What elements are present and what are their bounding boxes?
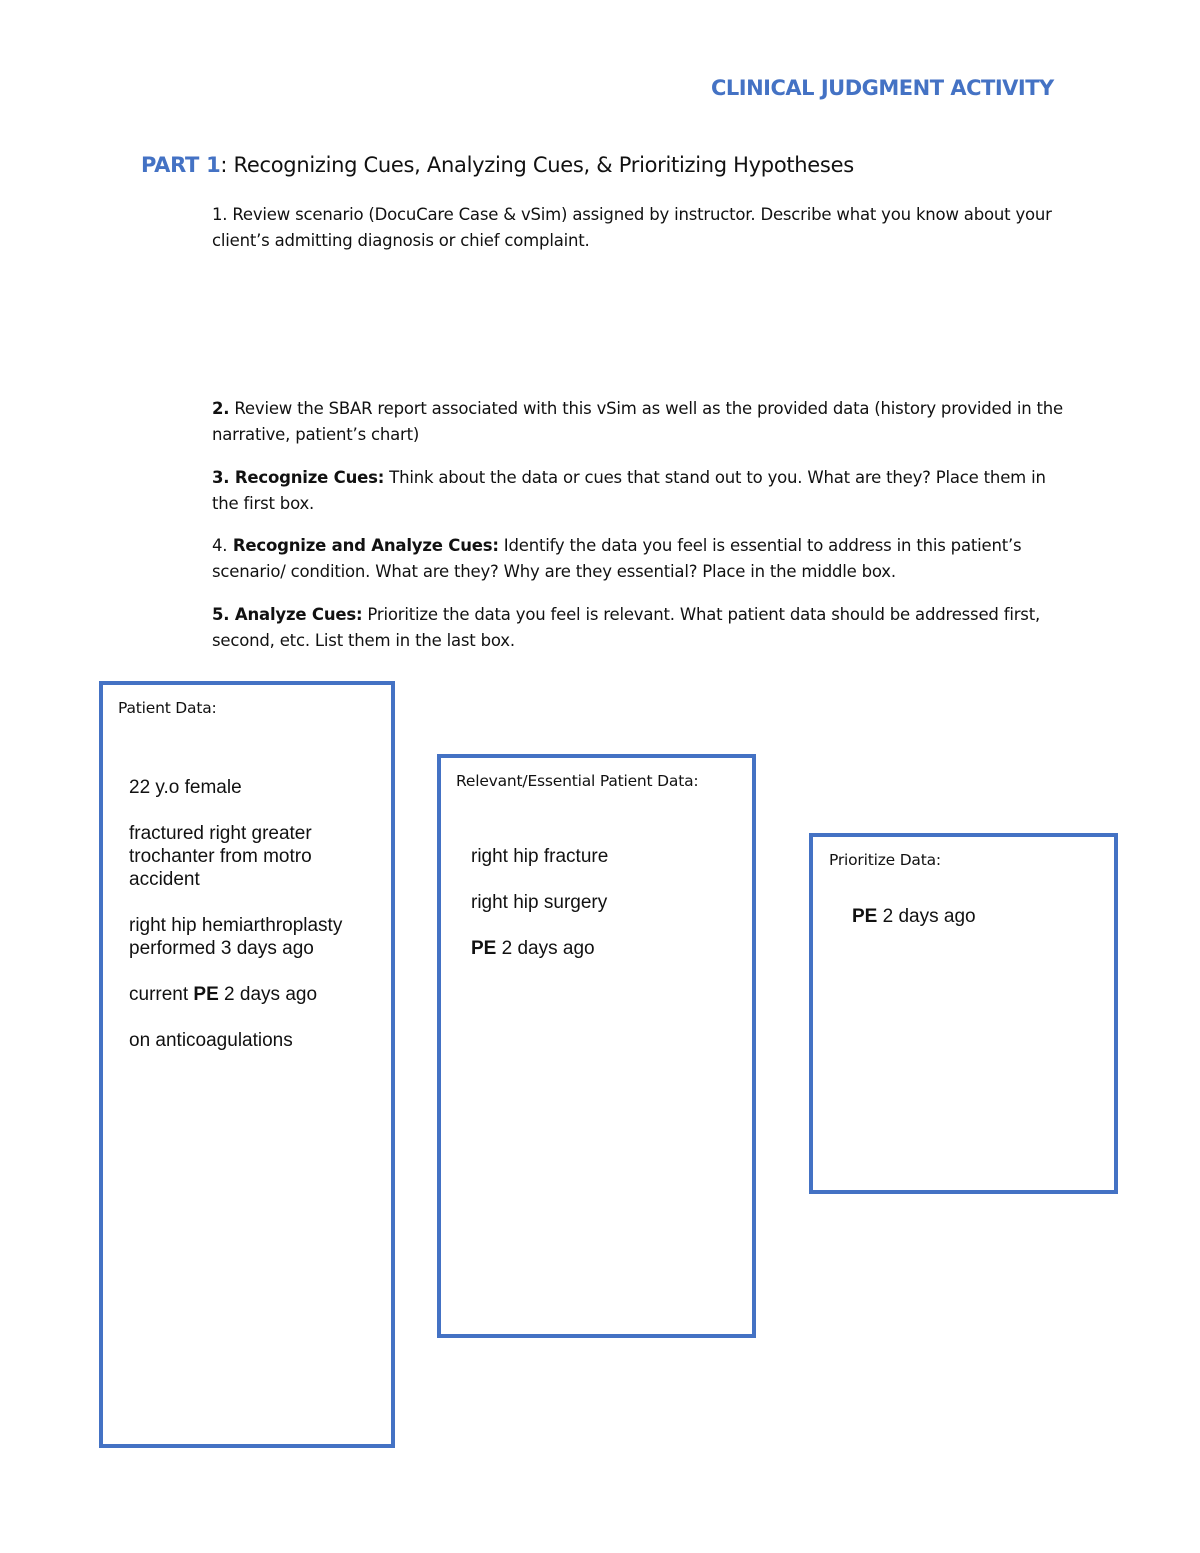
step-number: 5.	[212, 605, 230, 624]
relevant-data-heading: Relevant/Essential Patient Data:	[456, 772, 699, 790]
relevant-data-item: right hip surgery	[471, 892, 608, 913]
patient-data-item: current PE 2 days ago	[129, 984, 318, 1005]
document-title: CLINICAL JUDGMENT ACTIVITY	[711, 76, 1054, 100]
step-number: 3.	[212, 468, 230, 487]
part-heading-text: : Recognizing Cues, Analyzing Cues, & Prioritizing Hypotheses	[220, 153, 854, 177]
part-heading	[141, 153, 854, 177]
patient-data-heading: Patient Data:	[118, 699, 217, 717]
step-number: 1.	[212, 205, 228, 224]
step-4	[212, 533, 1072, 585]
patient-data-list	[129, 776, 342, 1075]
step-lead: Recognize Cues:	[229, 468, 385, 487]
patient-data-item: fractured right greater trochanter from motro accident	[129, 823, 312, 890]
relevant-data-item: right hip fracture	[471, 846, 609, 867]
patient-data-item: right hip hemiarthroplasty performed 3 days ago	[129, 915, 343, 959]
step-text: Prioritize the data you feel is relevant. What patient data should be addressed first, second, etc. List them in the last box.	[212, 605, 1041, 650]
step-text: Identify the data you feel is essential to address in this patient’s scenario/ condition. What are they? Why are they essential? Place in the middle box.	[212, 536, 1022, 581]
step-text: Think about the data or cues that stand out to you. What are they? Place them in the first box.	[212, 468, 1046, 513]
relevant-data-item: PE 2 days ago	[471, 938, 595, 959]
patient-data-box[interactable]	[99, 681, 395, 1448]
prioritize-data-item: PE 2 days ago	[852, 906, 976, 927]
step-text: Review the SBAR report associated with this vSim as well as the provided data (history provided in the narrative, patient’s chart)	[212, 399, 1063, 444]
prioritize-data-heading: Prioritize Data:	[829, 851, 941, 869]
prioritize-data-box[interactable]	[809, 833, 1118, 1194]
prioritize-data-list	[852, 905, 976, 951]
relevant-data-box[interactable]	[437, 754, 756, 1338]
patient-data-item: on anticoagulations	[129, 1030, 293, 1051]
relevant-data-list	[471, 845, 608, 983]
step-lead: Recognize and Analyze Cues:	[227, 536, 499, 555]
part-label: PART 1	[141, 153, 221, 177]
step-number: 2.	[212, 399, 230, 418]
step-1	[212, 202, 1072, 254]
step-number: 4.	[212, 536, 228, 555]
step-lead: Analyze Cues:	[229, 605, 363, 624]
step-2	[212, 396, 1072, 448]
step-text: Review scenario (DocuCare Case & vSim) assigned by instructor. Describe what you know about your client’s admitting diagnosis or chief complaint.	[212, 205, 1052, 250]
step-5	[212, 602, 1072, 654]
step-3	[212, 465, 1072, 517]
patient-data-item: 22 y.o female	[129, 777, 242, 798]
